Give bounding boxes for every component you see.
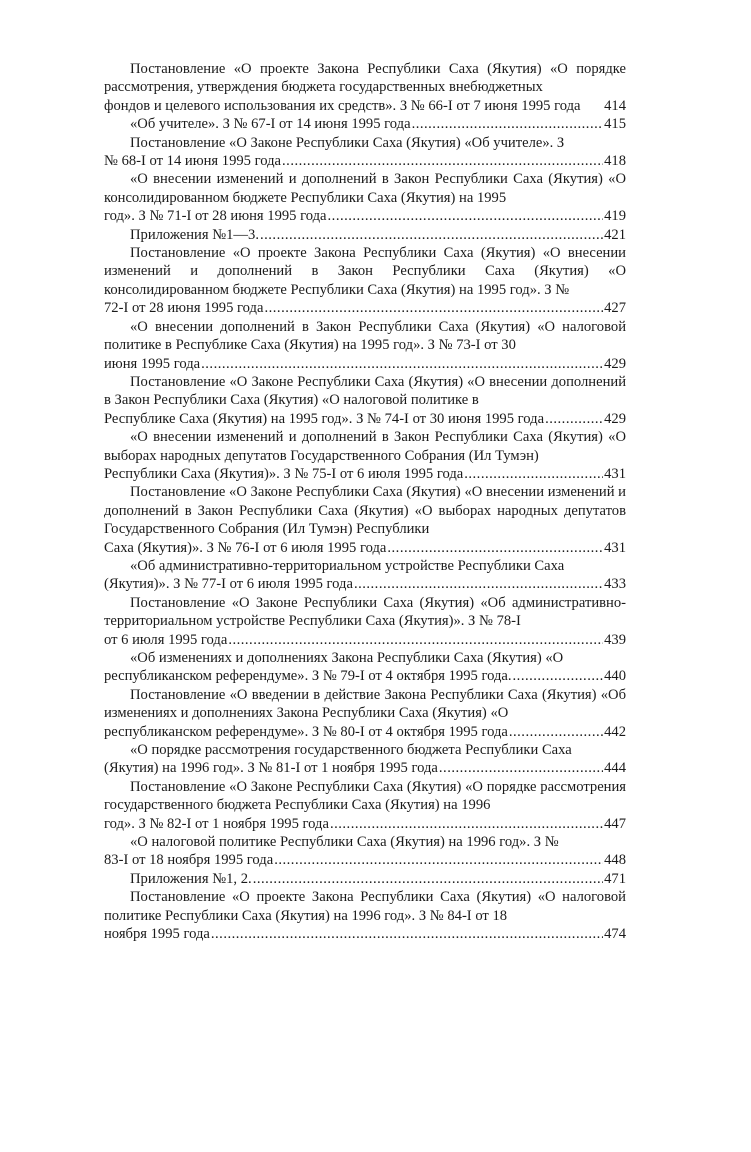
toc-entry-last-line <box>104 539 626 557</box>
page-number: 444 <box>604 760 626 777</box>
page-number: 439 <box>604 631 626 648</box>
toc-entry-text: Постановление «О проекте Закона Республики Саха (Якутия) «О внесении изменений и дополнений в Закон Республики Саха (Якутия) «О консолидированном бюджете Республики Саха (Якутия) на 1995 год». З № <box>104 245 626 298</box>
toc-entry <box>104 649 626 686</box>
page-number: 415 <box>604 116 626 133</box>
page-number: 442 <box>604 723 626 740</box>
toc-entry-title-end: год». З № 82-I от 1 ноября 1995 года <box>104 815 329 832</box>
toc-entry-last-line <box>104 226 626 244</box>
toc-entry-title-end: № 68-I от 14 июня 1995 года <box>104 153 282 170</box>
toc-entry <box>104 888 626 943</box>
page-number: 429 <box>604 410 626 427</box>
toc-entry-last-line <box>104 152 626 170</box>
toc-entry-last-line <box>104 925 626 943</box>
page-number: 474 <box>604 926 626 943</box>
page-number: 414 <box>604 97 626 114</box>
toc-entry-title-end: «Об учителе». З № 67-I от 14 июня 1995 года <box>130 116 411 133</box>
page-number: 448 <box>604 852 626 869</box>
dot-leader <box>328 207 604 225</box>
toc-entry <box>104 686 626 741</box>
dot-leader <box>545 410 603 428</box>
toc-entry-title-end: от 6 июля 1995 года <box>104 631 228 648</box>
dot-leader <box>282 152 603 170</box>
dot-leader <box>260 226 603 244</box>
toc-entry-title-end: июня 1995 года <box>104 355 201 372</box>
toc-entry <box>104 115 626 133</box>
toc-entry-text: «О налоговой политике Республики Саха (Якутия) на 1996 год». З № <box>130 834 559 851</box>
toc-entry-title-end: Саха (Якутия)». З № 76-I от 6 июля 1995 года <box>104 539 387 556</box>
dot-leader <box>509 723 603 741</box>
page-number: 433 <box>604 576 626 593</box>
toc-entry-title-end: республиканском референдуме». З № 79-I от 4 октября 1995 года. <box>104 668 512 685</box>
toc-entry-last-line <box>104 723 626 741</box>
page-number: 429 <box>604 355 626 372</box>
page-number: 418 <box>604 153 626 170</box>
toc-entry <box>104 244 626 318</box>
toc-entry-text: Постановление «О введении в действие Закона Республики Саха (Якутия) «Об изменениях и дополнениях Закона Республики Саха (Якутия) «О <box>104 686 626 722</box>
toc-entry-last-line <box>104 465 626 483</box>
toc-entry-text: «О внесении изменений и дополнений в Закон Республики Саха (Якутия) «О выборах народных депутатов Государственного Собрания (Ил Тумэн) <box>104 429 626 464</box>
dot-leader <box>412 115 604 133</box>
toc-entry-text: «О порядке рассмотрения государственного бюджета Республики Саха <box>130 742 572 759</box>
dot-leader <box>464 465 603 483</box>
toc-entry-text: Постановление «О Законе Республики Саха (Якутия) «О внесении изменений и дополнений в Закон Республики Саха (Якутия) «О выборах народных депутатов Государственного Собрания (Ил Тумэн) Республики <box>104 484 626 538</box>
toc-entry-title-end: республиканском референдуме». З № 80-I от 4 октября 1995 года <box>104 723 508 740</box>
toc-entry-title-end: Приложения №1—3. <box>130 226 259 243</box>
toc-entry-title-end: Республики Саха (Якутия)». З № 75-I от 6 июля 1995 года <box>104 465 464 482</box>
page-number: 440 <box>604 668 626 685</box>
toc-entry <box>104 373 626 428</box>
page-number: 421 <box>604 226 626 243</box>
toc-entry <box>104 594 626 649</box>
toc-entry-title-end: год». З № 71-I от 28 июня 1995 года <box>104 208 327 225</box>
page-number: 431 <box>604 539 626 556</box>
toc-entry <box>104 318 626 373</box>
toc-entry <box>104 60 626 115</box>
toc-entry <box>104 134 626 171</box>
toc-entry-text: Постановление «О Законе Республики Саха (Якутия) «Об административно-территориальном устройстве Республики Саха (Якутия)». З № 78-I <box>104 594 626 630</box>
dot-leader <box>274 851 603 869</box>
toc-entry-title-end: 72-I от 28 июня 1995 года <box>104 300 264 317</box>
toc-entry-title-end: Приложения №1, 2. <box>130 870 252 887</box>
toc-entry-text: «Об административно-территориальном устройстве Республики Саха <box>130 557 565 574</box>
toc-entry-text: Постановление «О проекте Закона Республики Саха (Якутия) «О порядке рассмотрения, утверждения бюджета государственных внебюджетных <box>104 61 626 96</box>
toc-entry-last-line <box>104 631 626 649</box>
toc-entry <box>104 870 626 888</box>
toc-entry-title-end: фондов и целевого использования их средств». З № 66-I от 7 июня 1995 года <box>104 97 581 114</box>
toc-entry-title-end: (Якутия)». З № 77-I от 6 июля 1995 года <box>104 576 353 593</box>
toc-entry-title-end: (Якутия) на 1996 год». З № 81-I от 1 ноября 1995 года <box>104 760 438 777</box>
toc-entry-text: Постановление «О проекте Закона Республики Саха (Якутия) «О налоговой политике Республики Саха (Якутия) на 1996 год». З № 84-I от 18 <box>104 889 626 924</box>
toc-entry-last-line <box>104 851 626 869</box>
toc-entry-last-line <box>104 410 626 428</box>
page-number: 431 <box>604 465 626 482</box>
toc-entry-last-line <box>104 870 626 888</box>
dot-leader <box>439 759 603 777</box>
toc-entry-text: Постановление «О Законе Республики Саха (Якутия) «О порядке рассмотрения государственного бюджета Республики Саха (Якутия) на 1996 <box>104 778 626 814</box>
toc-entry-title-end: ноября 1995 года <box>104 926 210 943</box>
toc-entry <box>104 226 626 244</box>
dot-leader <box>211 925 603 943</box>
toc-entry-text: «Об изменениях и дополнениях Закона Республики Саха (Якутия) «О <box>130 650 564 666</box>
toc-entry-last-line <box>104 575 626 593</box>
toc-entry-last-line <box>104 667 626 685</box>
page-number: 427 <box>604 300 626 317</box>
toc-entry-last-line <box>104 815 626 833</box>
toc-entry <box>104 428 626 483</box>
page-number: 447 <box>604 815 626 832</box>
toc-entry <box>104 833 626 870</box>
dot-leader <box>513 667 604 685</box>
toc-entry-text: «О внесении изменений и дополнений в Закон Республики Саха (Якутия) «О консолидированном бюджете Республики Саха (Якутия) на 1995 <box>104 171 626 206</box>
page-number: 419 <box>604 208 626 225</box>
toc-entry-last-line <box>104 759 626 777</box>
toc-entry-text: Постановление «О Законе Республики Саха (Якутия) «О внесении дополнений в Закон Республики Саха (Якутия) «О налоговой политике в <box>104 373 626 409</box>
dot-leader <box>201 355 603 373</box>
toc-entry <box>104 778 626 833</box>
toc-entry-title-end: Республике Саха (Якутия) на 1995 год». З № 74-I от 30 июня 1995 года <box>104 410 545 427</box>
table-of-contents <box>104 60 626 944</box>
dot-leader <box>387 539 603 557</box>
dot-leader <box>330 815 603 833</box>
toc-entry <box>104 483 626 557</box>
toc-entry-last-line <box>104 299 626 317</box>
dot-leader <box>228 631 603 649</box>
toc-entry <box>104 557 626 594</box>
dot-leader <box>253 870 603 888</box>
toc-entry-last-line <box>104 115 626 133</box>
toc-entry-text: «О внесении дополнений в Закон Республики Саха (Якутия) «О налоговой политике в Республике Саха (Якутия) на 1995 год». З № 73-I от 30 <box>104 318 626 354</box>
toc-entry-title-end: 83-I от 18 ноября 1995 года <box>104 852 274 869</box>
dot-leader <box>264 299 603 317</box>
toc-entry <box>104 741 626 778</box>
toc-entry-last-line <box>104 97 626 115</box>
toc-entry <box>104 170 626 225</box>
toc-entry-last-line <box>104 207 626 225</box>
toc-entry-last-line <box>104 355 626 373</box>
page-number: 471 <box>604 870 626 887</box>
toc-entry-text: Постановление «О Законе Республики Саха (Якутия) «Об учителе». З <box>130 134 565 151</box>
dot-leader <box>354 575 603 593</box>
